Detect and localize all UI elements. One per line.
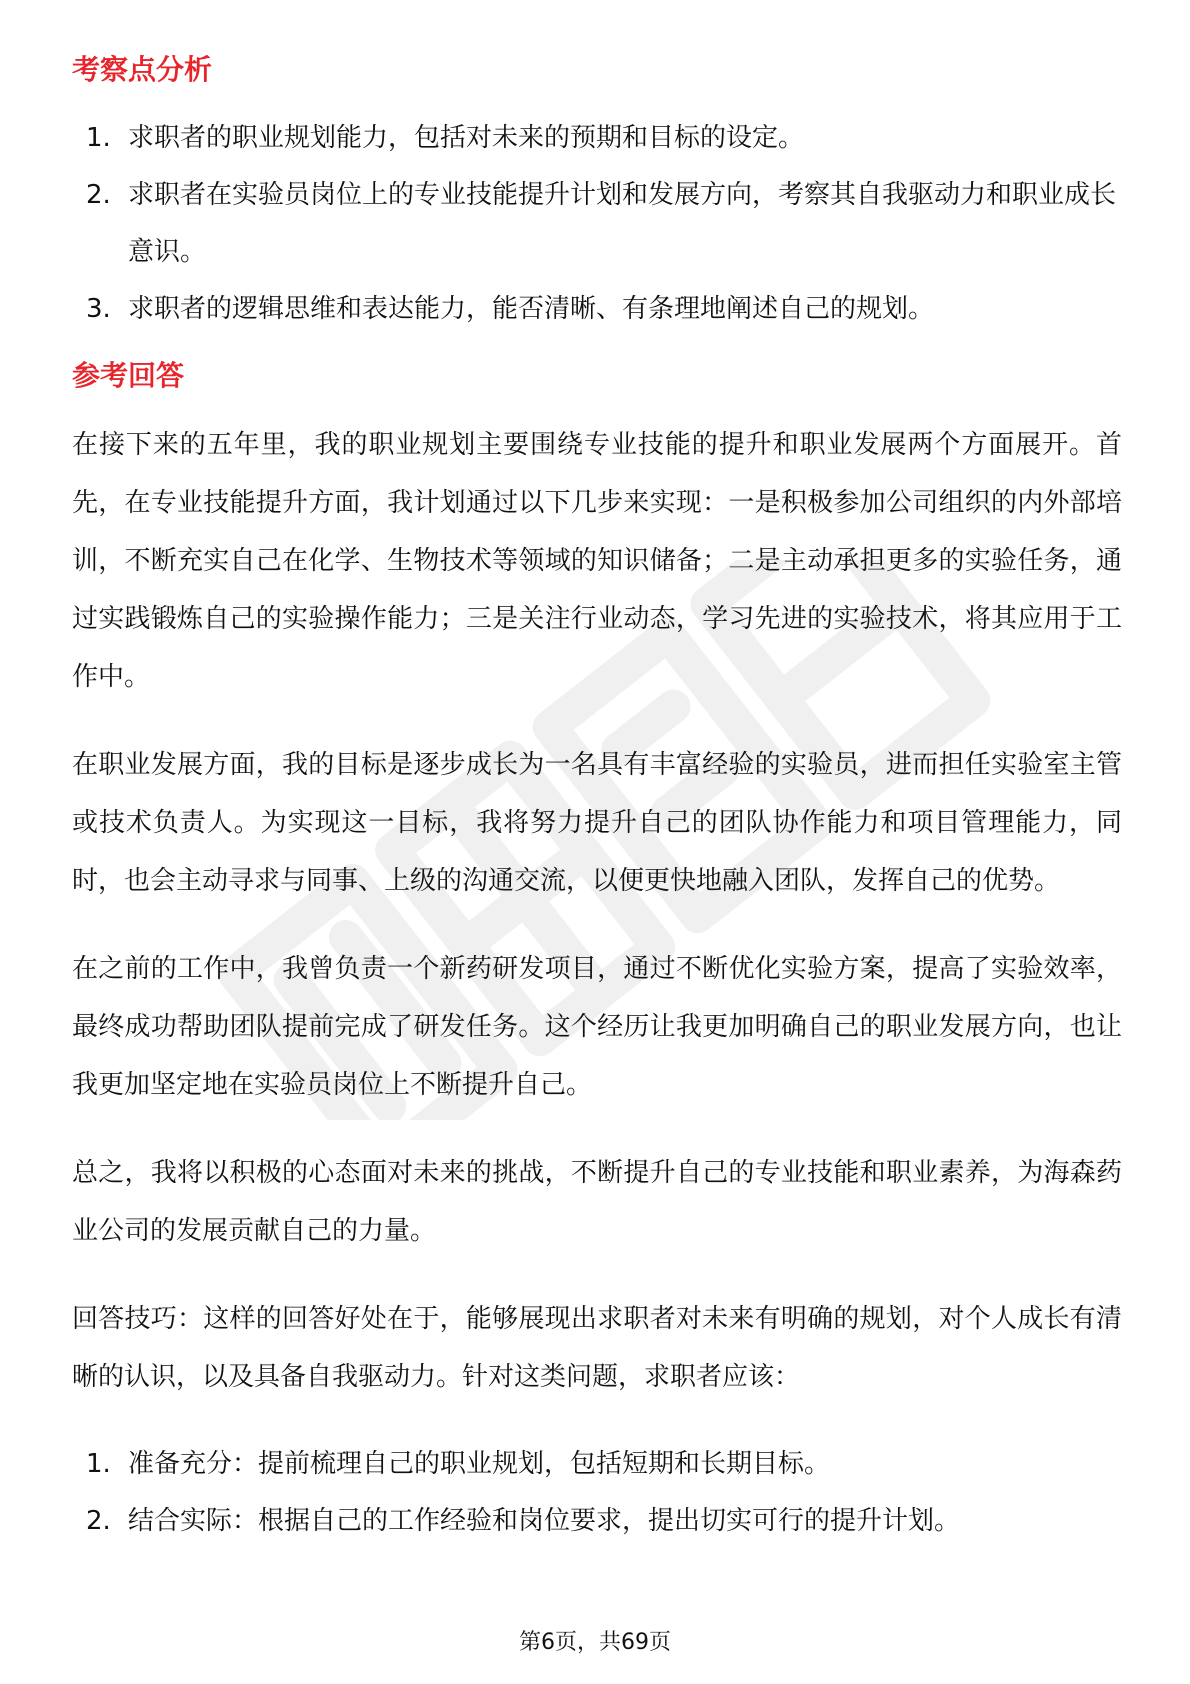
list-number: 1.: [86, 123, 111, 153]
analysis-list: [72, 110, 1122, 338]
list-item: [72, 1493, 1122, 1550]
answer-paragraph: 在职业发展方面，我的目标是逐步成长为一名具有丰富经验的实验员，进而担任实验室主管或技术负责人。为实现这一目标，我将努力提升自己的团队协作能力和项目管理能力，同时，也会主动寻求与同事、上级的沟通交流，以便更快地融入团队，发挥自己的优势。: [72, 750, 1122, 896]
list-number: 2.: [86, 180, 111, 210]
list-text: 结合实际：根据自己的工作经验和岗位要求，提出切实可行的提升计划。: [128, 1506, 961, 1536]
answer-paragraph: 总之，我将以积极的心态面对未来的挑战，不断提升自己的专业技能和职业素养，为海森药业公司的发展贡献自己的力量。: [72, 1158, 1122, 1246]
list-text: 求职者的逻辑思维和表达能力，能否清晰、有条理地阐述自己的规划。: [128, 294, 935, 324]
list-item: [72, 110, 1122, 167]
section-title-answer: 参考回答: [72, 359, 185, 392]
list-text: 求职者在实验员岗位上的专业技能提升计划和发展方向，考察其自我驱动力和职业成长意识。: [128, 180, 1117, 267]
answer-paragraph: 在接下来的五年里，我的职业规划主要围绕专业技能的提升和职业发展两个方面展开。首先，在专业技能提升方面，我计划通过以下几步来实现：一是积极参加公司组织的内外部培训，不断充实自己在化学、生物技术等领域的知识储备；二是主动承担更多的实验任务，通过实践锻炼自己的实验操作能力；三是关注行业动态，学习先进的实验技术，将其应用于工作中。: [72, 430, 1122, 692]
section-title-analysis: 考察点分析: [72, 53, 213, 86]
document-page: [72, 48, 1122, 1566]
tips-intro-paragraph: 回答技巧：这样的回答好处在于，能够展现出求职者对未来有明确的规划，对个人成长有清晰的认识，以及具备自我驱动力。针对这类问题，求职者应该：: [72, 1304, 1122, 1392]
list-text: 准备充分：提前梳理自己的职业规划，包括短期和长期目标。: [128, 1449, 831, 1479]
list-number: 1.: [86, 1449, 111, 1479]
list-item: [72, 281, 1122, 338]
list-item: [72, 1436, 1122, 1493]
list-item: [72, 167, 1122, 281]
page-number-footer: 第6页，共69页: [519, 1630, 671, 1655]
tips-list: [72, 1436, 1122, 1550]
answer-paragraph: 在之前的工作中，我曾负责一个新药研发项目，通过不断优化实验方案，提高了实验效率，最终成功帮助团队提前完成了研发任务。这个经历让我更加明确自己的职业发展方向，也让我更加坚定地在实验员岗位上不断提升自己。: [72, 954, 1122, 1100]
list-number: 2.: [86, 1506, 111, 1536]
list-text: 求职者的职业规划能力，包括对未来的预期和目标的设定。: [128, 123, 805, 153]
list-number: 3.: [86, 294, 111, 324]
